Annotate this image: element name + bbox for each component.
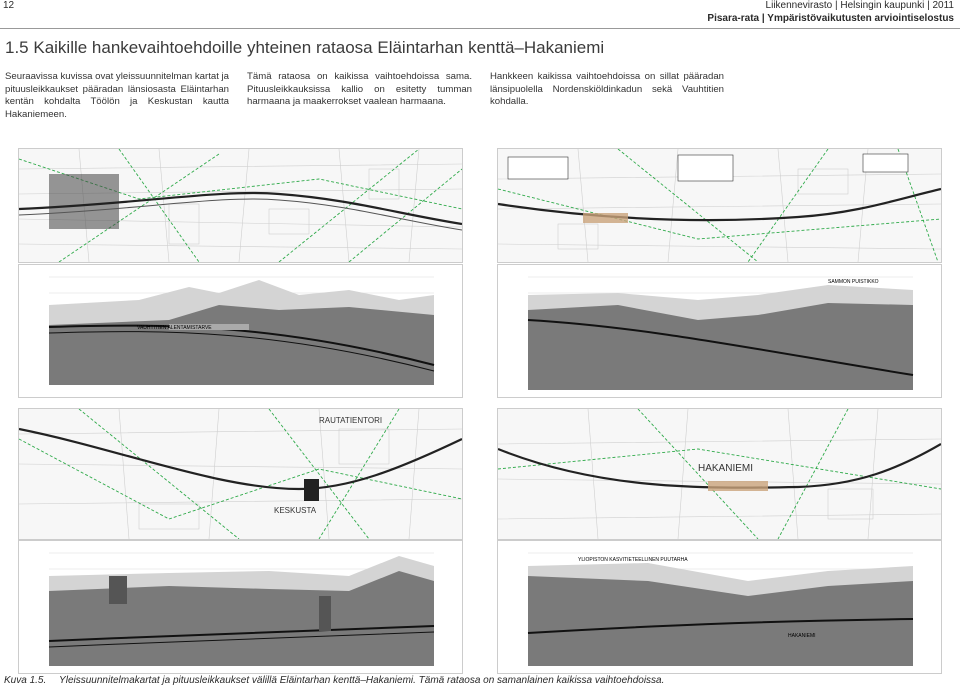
profile-drawing: [19, 265, 462, 397]
map-drawing: [498, 409, 941, 539]
map-label: RAUTATIENTORI: [319, 416, 383, 425]
map-drawing: [19, 149, 462, 262]
body-paragraph: Tämä rataosa on kaikissa vaihtoehdoissa sama. Pituusleikkauksissa kallio on esitetty tumman harmaana ja maakerrokset vaalean harmaana.: [247, 71, 472, 108]
profile-drawing: [498, 541, 941, 673]
section-title: 1.5 Kaikille hankevaihtoehdoille yhteinen rataosa Eläintarhan kenttä–Hakaniemi: [5, 38, 605, 57]
profile-label: HAKANIEMI: [788, 633, 816, 639]
map-drawing: [498, 149, 941, 262]
body-paragraph: Seuraavissa kuvissa ovat yleissuunnitelman kartat ja pituusleikkaukset pääradan länsiosasta Eläintarhan kentän kohdalta Töölön ja Keskustan kautta Hakaniemeen.: [5, 71, 229, 120]
page-number: 12: [3, 0, 15, 11]
caption-label: Kuva 1.5.: [4, 675, 47, 686]
header-publisher: Liikennevirasto | Helsingin kaupunki | 2011: [765, 0, 954, 11]
profile-drawing: [498, 265, 941, 397]
body-column-3: [490, 71, 724, 109]
profile-label: SAMMON PUISTIKKO: [828, 279, 879, 285]
map-panel-bottom-right: [497, 408, 942, 540]
map-drawing: [19, 409, 462, 539]
profile-panel-bottom-left: [18, 540, 463, 674]
body-column-2: [247, 71, 472, 109]
body-column-1: [5, 71, 229, 121]
figure-caption: [4, 675, 664, 686]
profile-panel-top-left: [18, 264, 463, 398]
profile-label: VAUHTITIEN ALENTAMISTARVE: [137, 325, 212, 331]
profile-drawing: [19, 541, 462, 673]
map-panel-top-right: [497, 148, 942, 263]
map-label: KESKUSTA: [274, 506, 317, 515]
profile-panel-top-right: [497, 264, 942, 398]
body-paragraph: Hankkeen kaikissa vaihtoehdoissa on sillat pääradan länsipuolella Nordenskiöldinkadun sekä Vauhtitien kohdalla.: [490, 71, 724, 108]
caption-text: Yleissuunnitelmakartat ja pituusleikkaukset välillä Eläintarhan kenttä–Hakaniemi. Tämä rataosa on samanlainen kaikissa vaihtoehdoissa.: [59, 675, 665, 686]
header-report-title: Pisara-rata | Ympäristövaikutusten arviointiselostus: [707, 13, 954, 24]
map-panel-top-left: [18, 148, 463, 263]
map-panel-bottom-left: [18, 408, 463, 540]
map-label: HAKANIEMI: [698, 463, 754, 474]
header-divider: [0, 28, 960, 29]
profile-label: YLIOPISTON KASVITIETEELLINEN PUUTARHA: [578, 557, 688, 563]
profile-panel-bottom-right: [497, 540, 942, 674]
